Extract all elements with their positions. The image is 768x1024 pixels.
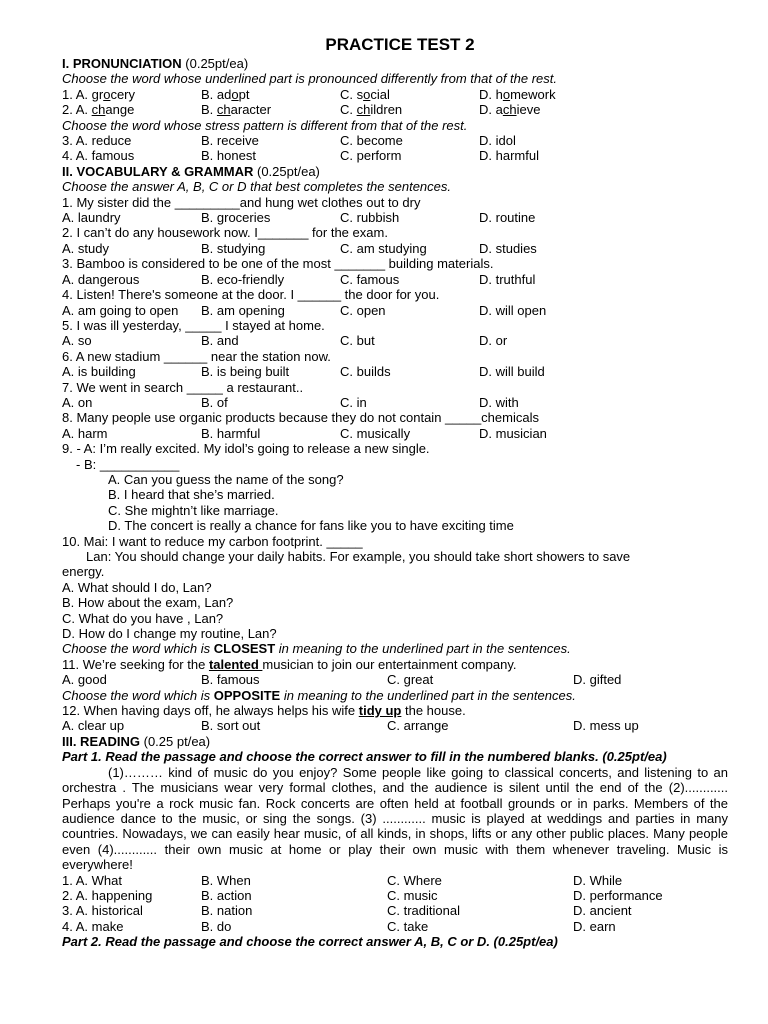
option-a: A. dangerous: [62, 271, 140, 287]
options-row: [62, 333, 728, 348]
option-d: D. musician: [479, 425, 547, 441]
question-text: 4. Listen! There's someone at the door. I ______ the door for you.: [62, 287, 440, 303]
option-c: C. arrange: [387, 718, 449, 734]
option-a: A. What should I do, Lan?: [62, 579, 212, 595]
page-title: PRACTICE TEST 2: [325, 35, 475, 54]
practice-test-page: [62, 34, 728, 950]
option-b: B. do: [201, 918, 232, 934]
option-b: B. adopt: [201, 86, 250, 102]
option-a: 1. A. What: [62, 872, 122, 888]
question-row: [62, 102, 728, 117]
option-a: 4. A. famous: [62, 148, 135, 164]
section-pronunciation-heading: [62, 56, 728, 71]
option-a: 2. A. happening: [62, 887, 153, 903]
option-b: B. I heard that she’s married.: [108, 487, 275, 503]
option-b: B. harmful: [201, 425, 261, 441]
option-d: D. achieve: [479, 102, 541, 118]
option-a: 2. A. change: [62, 102, 135, 118]
section-vocabulary-heading: [62, 164, 728, 179]
section-points: (0.25 pt/ea): [140, 733, 211, 749]
question-text: Lan: You should change your daily habits. For example, you should take short showers to save: [86, 549, 631, 564]
option-b: B. studying: [201, 240, 266, 256]
option-d: D. homework: [479, 86, 556, 102]
option-d: D. ancient: [573, 903, 632, 919]
option-c: C. am studying: [340, 240, 427, 256]
option-d: D. earn: [573, 918, 616, 934]
option-d: D. How do I change my routine, Lan?: [62, 626, 277, 642]
options-row: [62, 718, 728, 733]
option-d: D. studies: [479, 240, 537, 256]
instruction: Choose the word whose underlined part is pronounced differently from that of the rest.: [62, 71, 558, 87]
part1-instruction: Part 1. Read the passage and choose the correct answer to fill in the numbered blanks. (0.25pt/ea): [62, 749, 667, 765]
option-b: B. famous: [201, 672, 260, 688]
option-d: D. performance: [573, 887, 663, 903]
question-text: 3. Bamboo is considered to be one of the most _______ building materials.: [62, 256, 494, 272]
instruction: Choose the word whose stress pattern is different from that of the rest.: [62, 117, 468, 133]
option-b: B. am opening: [201, 302, 285, 318]
section-title: III. READING: [62, 733, 141, 749]
question-text: 2. I can’t do any housework now. I_______ for the exam.: [62, 225, 388, 241]
option-c: C. become: [340, 133, 403, 149]
option-c: C. famous: [340, 271, 400, 287]
question-text: 7. We went in search _____ a restaurant..: [62, 379, 304, 395]
options-row: [62, 873, 728, 888]
question-text: 1. My sister did the _________and hung wet clothes out to dry: [62, 194, 421, 210]
instruction: Choose the word which is CLOSEST in meaning to the underlined part in the sentences.: [62, 641, 571, 657]
option-b: B. eco-friendly: [201, 271, 285, 287]
option-b: B. character: [201, 102, 272, 118]
option-d: D. routine: [479, 210, 536, 226]
options-row: [62, 210, 728, 225]
question-text: 5. I was ill yesterday, _____ I stayed at home.: [62, 317, 325, 333]
option-b: B. sort out: [201, 718, 261, 734]
option-b: B. nation: [201, 903, 253, 919]
option-c: C. but: [340, 333, 375, 349]
instruction: Choose the word which is OPPOSITE in meaning to the underlined part in the sentences.: [62, 687, 576, 703]
option-a: 3. A. historical: [62, 903, 143, 919]
option-c: C. music: [387, 887, 438, 903]
option-a: A. am going to open: [62, 302, 179, 318]
options-row: [62, 903, 728, 918]
option-c: C. great: [387, 672, 434, 688]
option-a: A. Can you guess the name of the song?: [108, 471, 344, 487]
options-row: [62, 919, 728, 934]
option-c: C. traditional: [387, 903, 460, 919]
section-points: (0.25pt/ea): [181, 56, 249, 71]
option-a: A. harm: [62, 425, 108, 441]
option-a: A. clear up: [62, 718, 125, 734]
question-row: [62, 87, 728, 102]
options-row: [62, 303, 728, 318]
option-c: C. rubbish: [340, 210, 400, 226]
question-text: - B: ___________: [76, 456, 180, 472]
option-a: A. good: [62, 672, 107, 688]
option-d: D. or: [479, 333, 508, 349]
reading-passage: (1)……… kind of music do you enjoy? Some people like going to classical concerts, and listening to an orchestra . The musicians wear very formal clothes, and the audience is silent until the end of the (2)............ Perhaps you're a rock music fan. Rock concerts are often held at football grounds or in parks. Members of the audience dance to the music, or sing the songs. (3) ............ music is played at weddings and parties in many countries. Nowadays, we can easily hear music, of all kinds, in shops, lifts or any other public places. Many people even (4)............ their own music at home or play their own music with them whenever traveling. Music is everywhere!: [62, 764, 728, 873]
option-b: B. of: [201, 394, 228, 410]
instruction: Choose the answer A, B, C or D that best completes the sentences.: [62, 179, 451, 195]
options-row: [62, 888, 728, 903]
option-c: C. take: [387, 918, 429, 934]
option-d: D. with: [479, 394, 519, 410]
option-d: D. mess up: [573, 718, 639, 734]
option-a: A. so: [62, 333, 92, 349]
option-a: 3. A. reduce: [62, 133, 132, 149]
option-d: D. truthful: [479, 271, 536, 287]
option-a: 1. A. grocery: [62, 86, 135, 102]
options-row: [62, 241, 728, 256]
option-c: C. builds: [340, 364, 391, 380]
option-a: A. on: [62, 394, 93, 410]
option-c: C. social: [340, 86, 390, 102]
option-c: C. She mightn’t like marriage.: [108, 502, 279, 518]
option-c: C. perform: [340, 148, 402, 164]
question-row: [62, 148, 728, 163]
option-d: D. idol: [479, 133, 516, 149]
options-row: [62, 395, 728, 410]
option-a: A. is building: [62, 364, 136, 380]
option-a: 4. A. make: [62, 918, 124, 934]
option-b: B. is being built: [201, 364, 290, 380]
question-text: 8. Many people use organic products because they do not contain _____chemicals: [62, 410, 539, 426]
section-title: I. PRONUNCIATION: [62, 56, 182, 71]
option-b: B. and: [201, 333, 239, 349]
section-points: (0.25pt/ea): [253, 163, 320, 179]
option-a: A. laundry: [62, 210, 121, 226]
question-text: energy.: [62, 564, 105, 580]
option-d: D. gifted: [573, 672, 622, 688]
option-d: D. The concert is really a chance for fans like you to have exciting time: [108, 518, 514, 534]
options-row: [62, 272, 728, 287]
options-row: [62, 426, 728, 441]
question-text: 11. We’re seeking for the talented musician to join our entertainment company.: [62, 656, 517, 672]
option-c: C. What do you have , Lan?: [62, 610, 224, 626]
option-c: C. musically: [340, 425, 411, 441]
options-row: [62, 672, 728, 687]
option-d: D. While: [573, 872, 623, 888]
question-text: 12. When having days off, he always helps his wife tidy up the house.: [62, 703, 466, 719]
option-b: B. honest: [201, 148, 256, 164]
option-c: C. Where: [387, 872, 442, 888]
part2-instruction: Part 2. Read the passage and choose the correct answer A, B, C or D. (0.25pt/ea): [62, 934, 558, 950]
option-d: D. will open: [479, 302, 547, 318]
question-text: 6. A new stadium ______ near the station now.: [62, 348, 331, 364]
option-c: C. in: [340, 394, 367, 410]
option-c: C. open: [340, 302, 386, 318]
option-d: D. will build: [479, 364, 545, 380]
options-row: [62, 364, 728, 379]
option-b: B. action: [201, 887, 252, 903]
question-text: 9. - A: I’m really excited. My idol’s going to release a new single.: [62, 441, 430, 457]
option-b: B. How about the exam, Lan?: [62, 595, 234, 611]
section-reading-heading: [62, 734, 728, 749]
option-b: B. groceries: [201, 210, 271, 226]
option-d: D. harmful: [479, 148, 539, 164]
option-a: A. study: [62, 240, 109, 256]
question-row: [62, 133, 728, 148]
option-b: B. When: [201, 872, 251, 888]
question-text: 10. Mai: I want to reduce my carbon footprint. _____: [62, 533, 363, 549]
section-title: II. VOCABULARY & GRAMMAR: [62, 163, 254, 179]
option-c: C. children: [340, 102, 403, 118]
option-b: B. receive: [201, 133, 259, 149]
